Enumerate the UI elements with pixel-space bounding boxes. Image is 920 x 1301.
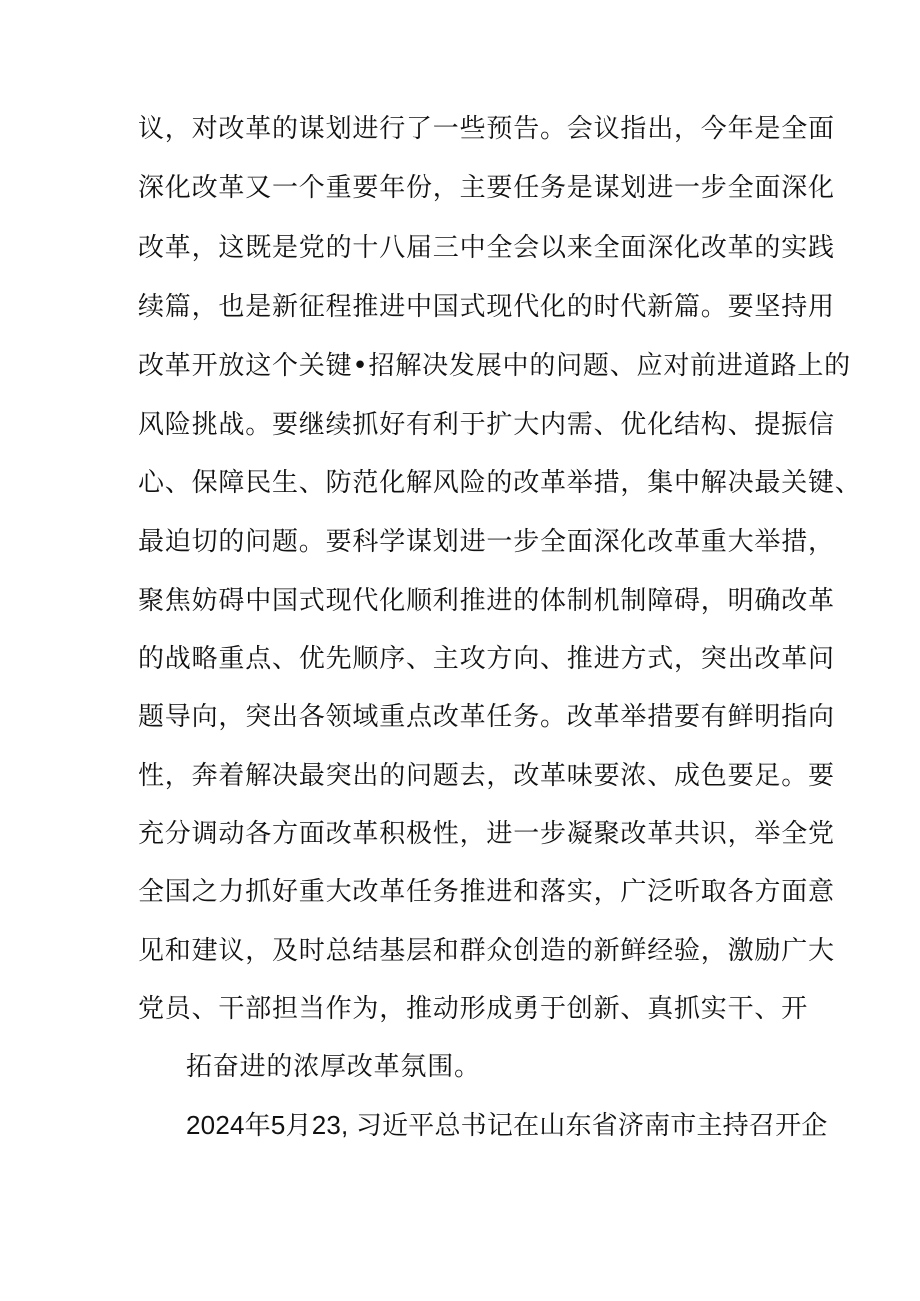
paragraph-line: 拓奋进的浓厚改革氛围。 bbox=[186, 1052, 481, 1082]
paragraph-line: 党员、干部担当作为，推动形成勇于创新、真抓实干、开 bbox=[138, 994, 809, 1024]
paragraph-line: 深化改革又一个重要年份，主要任务是谋划进一步全面深化 bbox=[138, 173, 835, 203]
paragraph-line: 题导向，突出各领域重点改革任务。改革举措要有鲜明指向 bbox=[138, 702, 835, 732]
paragraph-line: 改革，这既是党的十八届三中全会以来全面深化改革的实践 bbox=[138, 233, 835, 263]
paragraph-line: 风险挑战。要继续抓好有利于扩大内需、优化结构、提振信 bbox=[138, 410, 835, 440]
paragraph-line: 的战略重点、优先顺序、主攻方向、推进方式，突出改革问 bbox=[138, 644, 835, 674]
paragraph-line: 见和建议，及时总结基层和群众创造的新鲜经验，激励广大 bbox=[138, 936, 835, 966]
paragraph-line: 最迫切的问题。要科学谋划进一步全面深化改革重大举措， bbox=[138, 527, 835, 557]
paragraph-line: 充分调动各方面改革积极性，进一步凝聚改革共识，举全党 bbox=[138, 819, 835, 849]
paragraph-line: 性，奔着解决最突出的问题去，改革味要浓、成色要足。要 bbox=[138, 761, 835, 791]
paragraph-line: 改革开放这个关键•招解决发展中的问题、应对前进道路上的 bbox=[138, 351, 851, 381]
paragraph-line: 议，对改革的谋划进行了一些预告。会议指出，今年是全面 bbox=[138, 114, 835, 144]
paragraph-line: 全国之力抓好重大改革任务推进和落实，广泛听取各方面意 bbox=[138, 877, 835, 907]
paragraph-line: 续篇，也是新征程推进中国式现代化的时代新篇。要坚持用 bbox=[138, 292, 835, 322]
paragraph-line: 心、保障民生、防范化解风险的改革举措，集中解决最关键、 bbox=[138, 468, 862, 498]
paragraph-line: 聚焦妨碍中国式现代化顺利推进的体制机制障碍，明确改革 bbox=[138, 586, 835, 616]
paragraph-line: 2024年5月23, 习近平总书记在山东省济南市主持召开企 bbox=[186, 1110, 828, 1140]
